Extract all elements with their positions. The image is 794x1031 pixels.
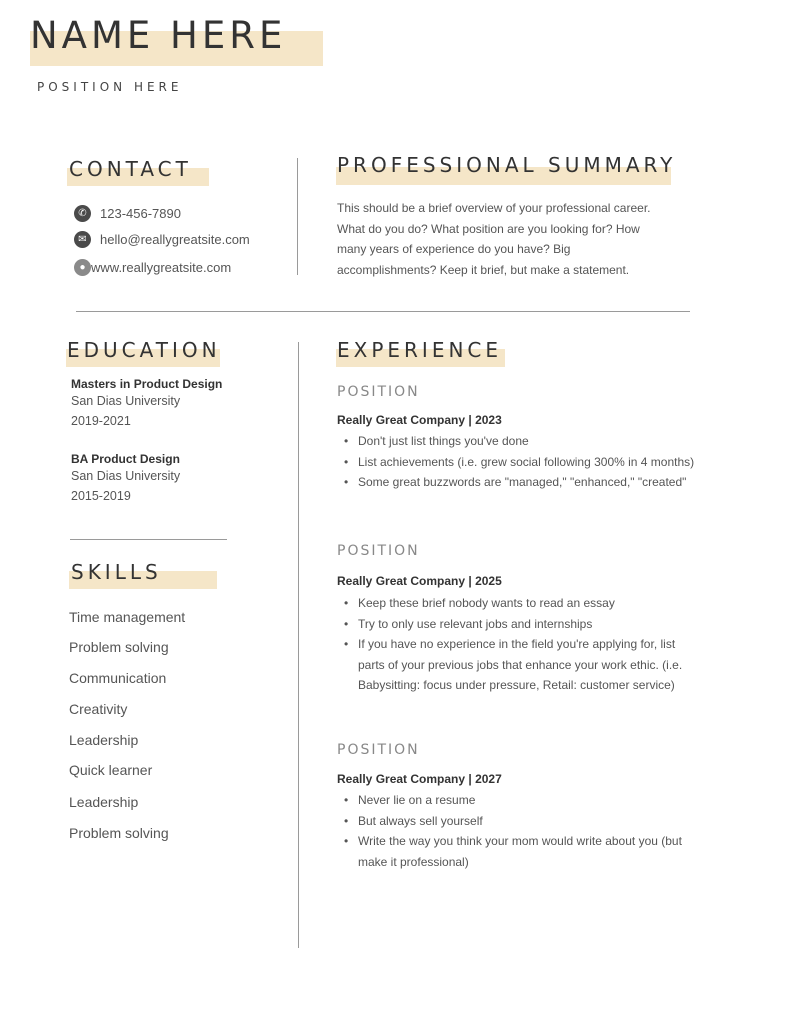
job-bullet: • Write the way you think your mom would write about you (but make it professional) [340,831,700,872]
job-position: POSITION [337,543,420,559]
edu-school-1: San Dias University [71,394,181,408]
job-position: POSITION [337,742,420,758]
job-bullet: • Keep these brief nobody wants to read an essay [340,593,700,614]
job-bullet: • Don't just list things you've done [340,431,700,452]
contact-email [74,231,250,248]
job-bullet: • But always sell yourself [340,811,700,832]
job-company: Really Great Company | 2025 [337,574,502,588]
skill-item: Problem solving [69,825,169,841]
resume-name: NAME HERE [30,14,287,57]
summary-line: many years of experience do you have? Big [337,242,571,256]
resume-position: POSITION HERE [37,80,183,94]
email-text: hello@reallygreatsite.com [100,232,250,247]
horizontal-divider [76,311,690,312]
education-heading: EDUCATION [67,338,221,362]
job-bullets [340,431,700,493]
website-text: www.reallygreatsite.com [91,260,232,275]
globe-icon: ● [74,259,91,276]
skill-item: Creativity [69,701,128,717]
job-bullet: • Some great buzzwords are "managed," "enhanced," "created" [340,472,700,493]
skills-heading: SKILLS [71,560,162,584]
job-bullet: • List achievements (i.e. grew social following 300% in 4 months) [340,452,700,473]
summary-line: accomplishments? Keep it brief, but make a statement. [337,262,630,277]
edu-school-2: San Dias University [71,469,181,483]
job-position: POSITION [337,384,420,400]
job-company: Really Great Company | 2027 [337,772,502,786]
summary-line: What do you do? What position are you looking for? How [337,221,640,236]
summary-line: This should be a brief overview of your professional career. [337,201,651,215]
job-company: Really Great Company | 2023 [337,413,502,427]
edu-years-1: 2019-2021 [71,414,131,428]
summary-heading: PROFESSIONAL SUMMARY [337,153,677,177]
edu-degree-2: BA Product Design [71,452,180,466]
contact-website [74,259,231,276]
contact-phone [74,205,181,222]
job-bullet: • If you have no experience in the field you're applying for, list parts of your previous jobs that enhance your work ethic. (i.e. Babysitting: focus under pressure, Retail: customer service) [340,634,700,696]
top-divider-vertical [297,158,298,275]
skill-item: Leadership [69,732,139,748]
phone-icon: ✆ [74,205,91,222]
email-icon: ✉ [74,231,91,248]
skill-item: Leadership [69,794,139,810]
experience-heading: EXPERIENCE [337,338,503,362]
job-bullet: • Try to only use relevant jobs and internships [340,614,700,635]
skill-item: Quick learner [69,762,153,778]
main-divider-vertical [298,342,299,948]
edu-years-2: 2015-2019 [71,489,131,503]
job-bullets [340,790,700,872]
skill-item: Problem solving [69,639,169,655]
skills-divider [70,539,227,540]
summary-text [337,198,699,280]
phone-text: 123-456-7890 [100,206,181,221]
skill-item: Communication [69,670,167,686]
job-bullets [340,593,700,696]
contact-heading: CONTACT [69,157,192,181]
skill-item: Time management [69,609,186,625]
job-bullet: • Never lie on a resume [340,790,700,811]
edu-degree-1: Masters in Product Design [71,377,223,391]
